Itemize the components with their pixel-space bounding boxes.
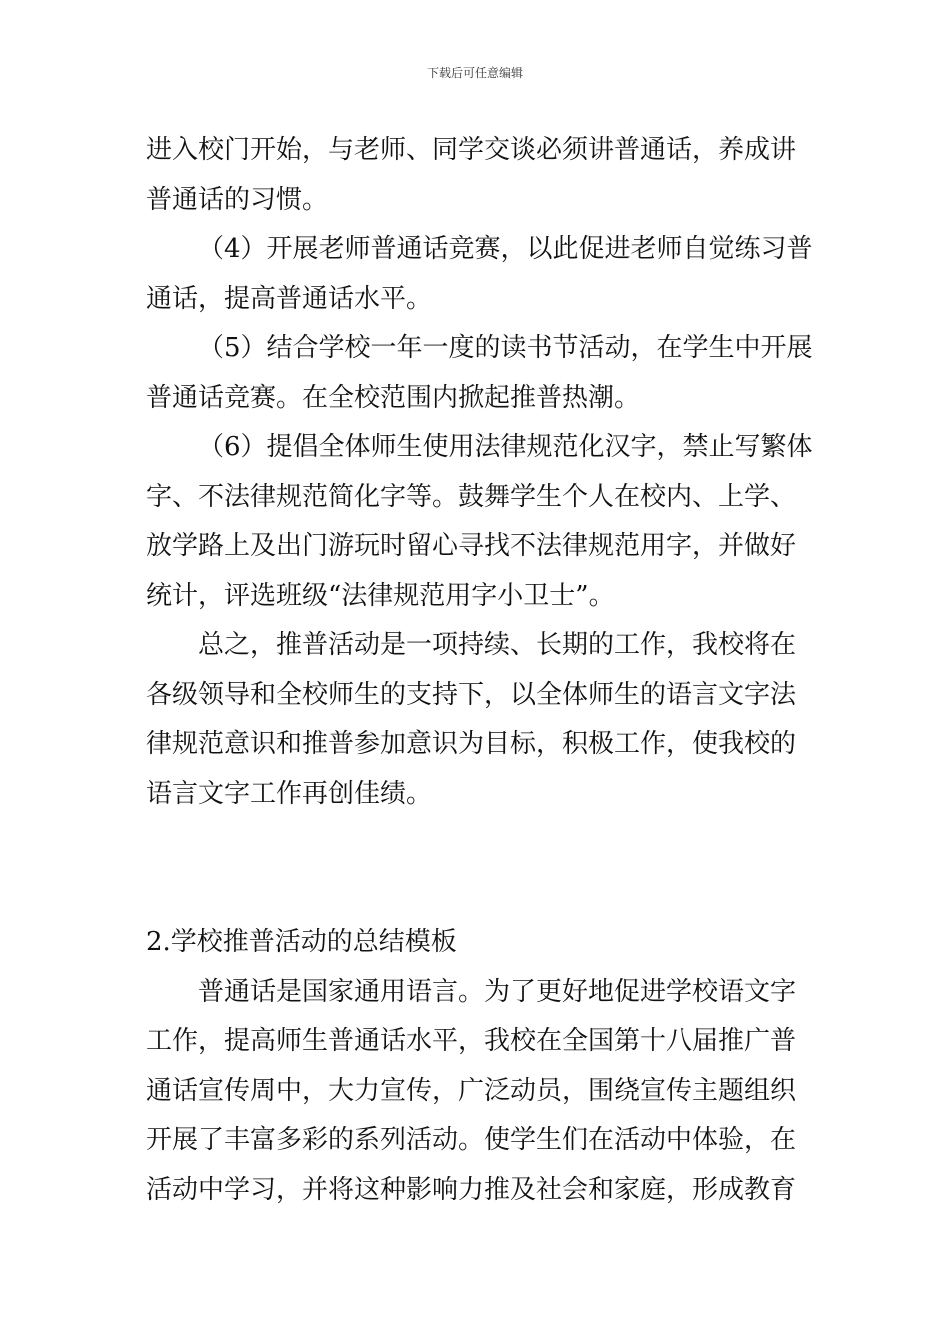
text-line: 进入校门开始，与老师、同学交谈必须讲普通话，养成讲 (146, 135, 797, 165)
text-line: 通话，提高普通话水平。 (146, 283, 433, 314)
text-line: 字、不法律规范简化字等。鼓舞学生个人在校内、上学、 (146, 481, 797, 512)
page-header: 下载后可任意编辑 (426, 66, 523, 80)
text-line: （5）结合学校一年一度的读书节活动，在学生中开展 (198, 333, 813, 363)
text-line: 通话宣传周中，大力宣传，广泛动员，围绕宣传主题组织 (146, 1075, 797, 1106)
text-line: 语言文字工作再创佳绩。 (146, 778, 433, 809)
text-line: 统计，评选班级“法律规范用字小卫士”。 (146, 580, 615, 611)
text-line: 工作，提高师生普通话水平，我校在全国第十八届推广普 (146, 1026, 797, 1056)
text-line: 各级领导和全校师生的支持下，以全体师生的语言文字法 (146, 679, 797, 710)
text-line: 律规范意识和推普参加意识为目标，积极工作，使我校的 (146, 729, 797, 759)
text-line: 开展了丰富多彩的系列活动。使学生们在活动中体验，在 (146, 1125, 797, 1155)
text-line: （4）开展老师普通话竞赛，以此促进老师自觉练习普 (198, 234, 813, 264)
text-line: 普通话的习惯。 (146, 184, 329, 215)
text-line: 普通话是国家通用语言。为了更好地促进学校语文字 (198, 976, 797, 1007)
paragraph-gap (146, 819, 810, 918)
text-line: 普通话竞赛。在全校范围内掀起推普热潮。 (146, 382, 641, 413)
text-line: （6）提倡全体师生使用法律规范化汉字，禁止写繁体 (198, 432, 813, 462)
text-line: 放学路上及出门游玩时留心寻找不法律规范用字，并做好 (146, 531, 797, 561)
text-line: 总之，推普活动是一项持续、长期的工作，我校将在 (198, 630, 797, 660)
document-body (146, 126, 813, 1215)
text-line: 活动中学习，并将这种影响力推及社会和家庭，形成教育 (146, 1174, 797, 1205)
section-title: 2.学校推普活动的总结模板 (146, 927, 457, 957)
